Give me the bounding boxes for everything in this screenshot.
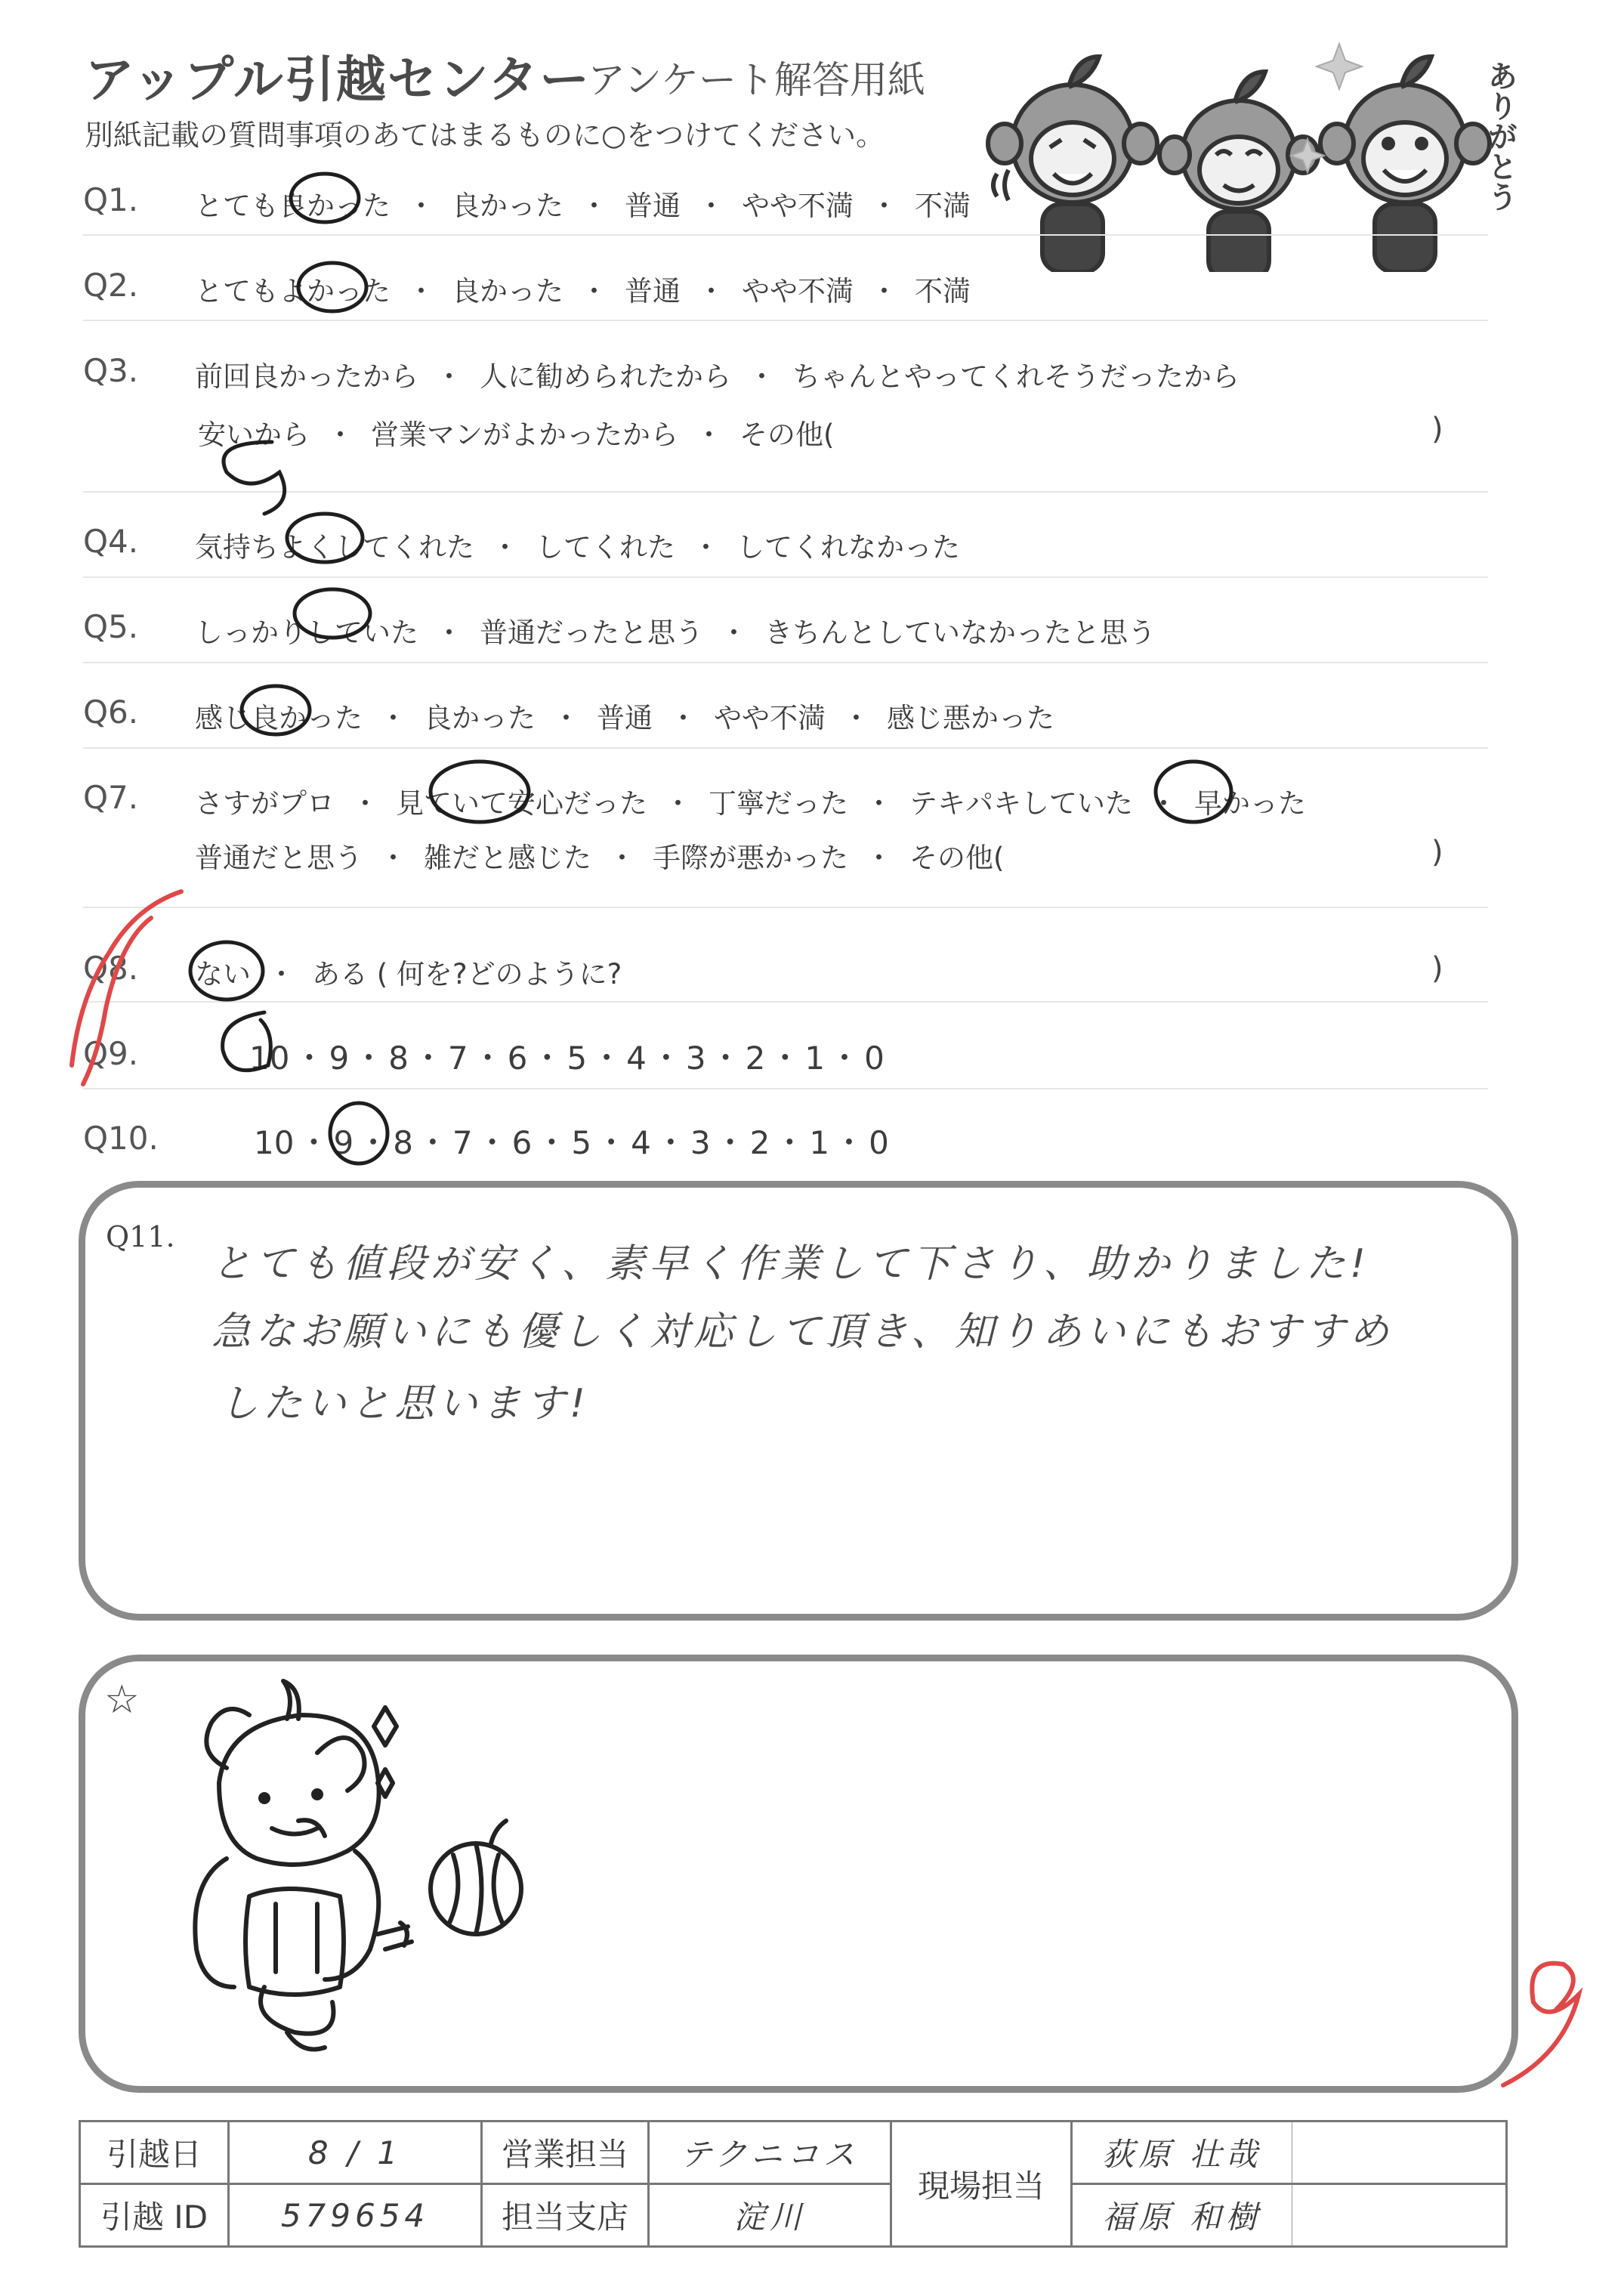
- q7-options-line1: さすがプロ ・ 見ていて安心だった ・ 丁寧だった ・ テキパキしていた ・ 早かった: [195, 787, 1306, 820]
- q3-option-2[interactable]: 人に勧められたから: [480, 360, 731, 393]
- q6-option-1[interactable]: 感じ良かった: [195, 702, 363, 734]
- site-staff-2[interactable]: 福原 和樹: [1072, 2184, 1292, 2247]
- q7-option-7[interactable]: 雑だと感じた: [424, 842, 591, 874]
- site-staff-extra-2[interactable]: [1292, 2184, 1507, 2247]
- q10-answer-circle: [330, 1103, 387, 1163]
- q10-label: Q10.: [83, 1120, 159, 1157]
- q10-score-0[interactable]: 0: [869, 1124, 889, 1161]
- q10-score-4[interactable]: 4: [631, 1124, 651, 1161]
- instruction-text: 別紙記載の質問事項のあてはまるものに○をつけてください。: [85, 119, 885, 152]
- move-id-label: 引越 ID: [80, 2184, 229, 2247]
- q6-option-4[interactable]: やや不満: [714, 702, 826, 734]
- q2-option-3[interactable]: 普通: [625, 275, 681, 307]
- q3-option-other[interactable]: その他(: [739, 419, 835, 451]
- q10-score-1[interactable]: 1: [809, 1124, 830, 1161]
- thanks-text: ありがとう: [1483, 60, 1517, 212]
- q10-score-8[interactable]: 8: [393, 1124, 413, 1161]
- q7-answer-circle-2: [1156, 762, 1231, 822]
- q4-option-2[interactable]: してくれた: [536, 531, 675, 564]
- q5-option-2[interactable]: 普通だったと思う: [480, 617, 703, 649]
- move-date-value[interactable]: 8 / 1: [229, 2121, 482, 2184]
- info-table: [79, 2120, 1508, 2248]
- q9-score-6[interactable]: 6: [507, 1040, 528, 1077]
- form-subtitle: アンケート解答用紙: [588, 58, 925, 102]
- q6-label: Q6.: [83, 694, 139, 731]
- move-id-value[interactable]: 579654: [229, 2184, 482, 2247]
- q9-score-2[interactable]: 2: [745, 1040, 766, 1077]
- q2-option-2[interactable]: 良かった: [452, 275, 563, 307]
- q7-option-8[interactable]: 手際が悪かった: [653, 842, 848, 874]
- q5-option-1[interactable]: しっかりしていた: [195, 617, 418, 649]
- q6-options: 感じ良かった ・ 良かった ・ 普通 ・ やや不満 ・ 感じ悪かった: [195, 702, 1054, 734]
- q9-score-10[interactable]: 10: [249, 1040, 290, 1077]
- q7-option-5[interactable]: 早かった: [1194, 787, 1306, 820]
- grading-mark: [1533, 2100, 1534, 2101]
- q11-comment-line-1: とても値段が安く、素早く作業して下さり、助かりました!: [211, 1241, 1370, 1287]
- q2-option-4[interactable]: やや不満: [742, 275, 854, 307]
- q9-score-4[interactable]: 4: [626, 1040, 647, 1077]
- q1-option-2[interactable]: 良かった: [452, 190, 563, 222]
- q9-label: Q9.: [83, 1035, 139, 1072]
- q7-option-other[interactable]: その他(: [909, 842, 1005, 874]
- q7-option-4[interactable]: テキパキしていた: [909, 787, 1133, 820]
- q10-score-10[interactable]: 10: [254, 1124, 295, 1161]
- q10-scale: 10 ・ 9 ・ 8 ・ 7 ・ 6 ・ 5 ・ 4 ・ 3 ・ 2 ・ 1 ・ 0: [254, 1124, 889, 1161]
- q1-answer-circle: [291, 174, 359, 222]
- q3-option-1[interactable]: 前回良かったから: [195, 360, 418, 393]
- q3-options-line1: 前回良かったから ・ 人に勧められたから ・ ちゃんとやってくれそうだったから: [195, 360, 1240, 393]
- site-label: 現場担当: [891, 2121, 1072, 2247]
- q2-answer-circle: [298, 263, 366, 311]
- q7-close-paren: ): [1431, 835, 1443, 870]
- q6-option-2[interactable]: 良かった: [424, 702, 536, 734]
- q1-options: とても良かった ・ 良かった ・ 普通 ・ やや不満 ・ 不満: [195, 190, 971, 222]
- q3-close-paren: ): [1431, 412, 1443, 447]
- branch-label: 担当支店: [482, 2184, 649, 2247]
- q6-option-3[interactable]: 普通: [597, 702, 653, 734]
- q7-option-1[interactable]: さすがプロ: [195, 787, 335, 820]
- q1-option-4[interactable]: やや不満: [742, 190, 854, 222]
- q9-score-1[interactable]: 1: [804, 1040, 826, 1077]
- q4-label: Q4.: [83, 523, 139, 560]
- q3-options-line2: 安いから ・ 営業マンがよかったから ・ その他(: [198, 419, 835, 451]
- q6-answer-circle: [242, 686, 310, 734]
- site-staff-1[interactable]: 荻原 壮哉: [1072, 2121, 1292, 2184]
- sales-value[interactable]: テクニコス: [649, 2121, 891, 2184]
- q9-answer-mark: [223, 1012, 271, 1071]
- q1-label: Q1.: [83, 181, 139, 218]
- q8-close-paren: ): [1431, 951, 1443, 986]
- site-staff-extra-1[interactable]: [1292, 2121, 1507, 2184]
- q3-answer-mark: [224, 442, 285, 514]
- q7-options-line2: 普通だと思う ・ 雑だと感じた ・ 手際が悪かった ・ その他(: [195, 842, 1005, 874]
- q11-comment-line-3: したいと思います!: [219, 1381, 590, 1426]
- branch-value[interactable]: 淀川: [649, 2184, 891, 2247]
- company-title: アップル引越センター: [85, 51, 591, 109]
- q8-options: ない ・ ある ( 何を?どのように?: [195, 958, 622, 990]
- q2-option-5[interactable]: 不満: [915, 275, 971, 307]
- q5-answer-circle: [295, 589, 370, 638]
- q1-option-5[interactable]: 不満: [915, 190, 971, 222]
- q3-option-5[interactable]: 営業マンがよかったから: [371, 419, 678, 451]
- q7-label: Q7.: [83, 779, 139, 816]
- q7-option-3[interactable]: 丁寧だった: [709, 787, 848, 820]
- q8-option-none[interactable]: ない: [195, 958, 251, 990]
- q2-option-1[interactable]: とてもよかった: [195, 275, 391, 307]
- q10-score-9[interactable]: 9: [333, 1124, 354, 1161]
- q7-option-6[interactable]: 普通だと思う: [195, 842, 363, 874]
- q9-score-3[interactable]: 3: [685, 1040, 706, 1077]
- q8-option-some[interactable]: ある ( 何を?どのように?: [312, 958, 622, 990]
- q5-options: しっかりしていた ・ 普通だったと思う ・ きちんとしていなかったと思う: [195, 617, 1156, 649]
- q3-option-4[interactable]: 安いから: [198, 419, 310, 451]
- q11-comment-line-2: 急なお願いにも優しく対応して頂き、知りあいにもおすすめ: [211, 1309, 1394, 1355]
- q5-label: Q5.: [83, 608, 139, 645]
- q8-answer-circle: [190, 942, 263, 1000]
- q4-option-1[interactable]: 気持ちよくしてくれた: [195, 531, 474, 564]
- q8-label: Q8.: [83, 950, 139, 987]
- q6-option-5[interactable]: 感じ悪かった: [887, 702, 1054, 734]
- q2-options: とてもよかった ・ 良かった ・ 普通 ・ やや不満 ・ 不満: [195, 275, 971, 307]
- q3-option-3[interactable]: ちゃんとやってくれそうだったから: [792, 360, 1240, 393]
- q9-score-8[interactable]: 8: [388, 1040, 409, 1077]
- q2-label: Q2.: [83, 267, 139, 304]
- q9-score-9[interactable]: 9: [329, 1040, 350, 1077]
- q9-score-0[interactable]: 0: [864, 1040, 885, 1077]
- q10-score-7[interactable]: 7: [452, 1124, 473, 1161]
- star-label: ☆: [104, 1677, 140, 1723]
- q11-label: Q11.: [106, 1220, 175, 1253]
- q4-option-3[interactable]: してくれなかった: [736, 531, 960, 564]
- q1-option-1[interactable]: とても良かった: [195, 190, 391, 222]
- q7-answer-circle-1: [431, 762, 529, 822]
- q4-options: 気持ちよくしてくれた ・ してくれた ・ してくれなかった: [195, 531, 960, 564]
- q9-score-5[interactable]: 5: [567, 1040, 588, 1077]
- sales-label: 営業担当: [482, 2121, 649, 2184]
- q10-score-6[interactable]: 6: [511, 1124, 533, 1161]
- q9-score-7[interactable]: 7: [447, 1040, 468, 1077]
- move-date-label: 引越日: [80, 2121, 229, 2184]
- q5-option-3[interactable]: きちんとしていなかったと思う: [764, 617, 1156, 649]
- q10-score-2[interactable]: 2: [749, 1124, 770, 1161]
- q10-score-3[interactable]: 3: [690, 1124, 711, 1161]
- q9-scale: 10 ・ 9 ・ 8 ・ 7 ・ 6 ・ 5 ・ 4 ・ 3 ・ 2 ・ 1 ・ 0: [249, 1040, 885, 1077]
- q1-option-3[interactable]: 普通: [625, 190, 681, 222]
- q3-label: Q3.: [83, 352, 139, 389]
- q4-answer-circle: [287, 514, 363, 562]
- q7-option-2[interactable]: 見ていて安心だった: [396, 787, 647, 820]
- q10-score-5[interactable]: 5: [571, 1124, 592, 1161]
